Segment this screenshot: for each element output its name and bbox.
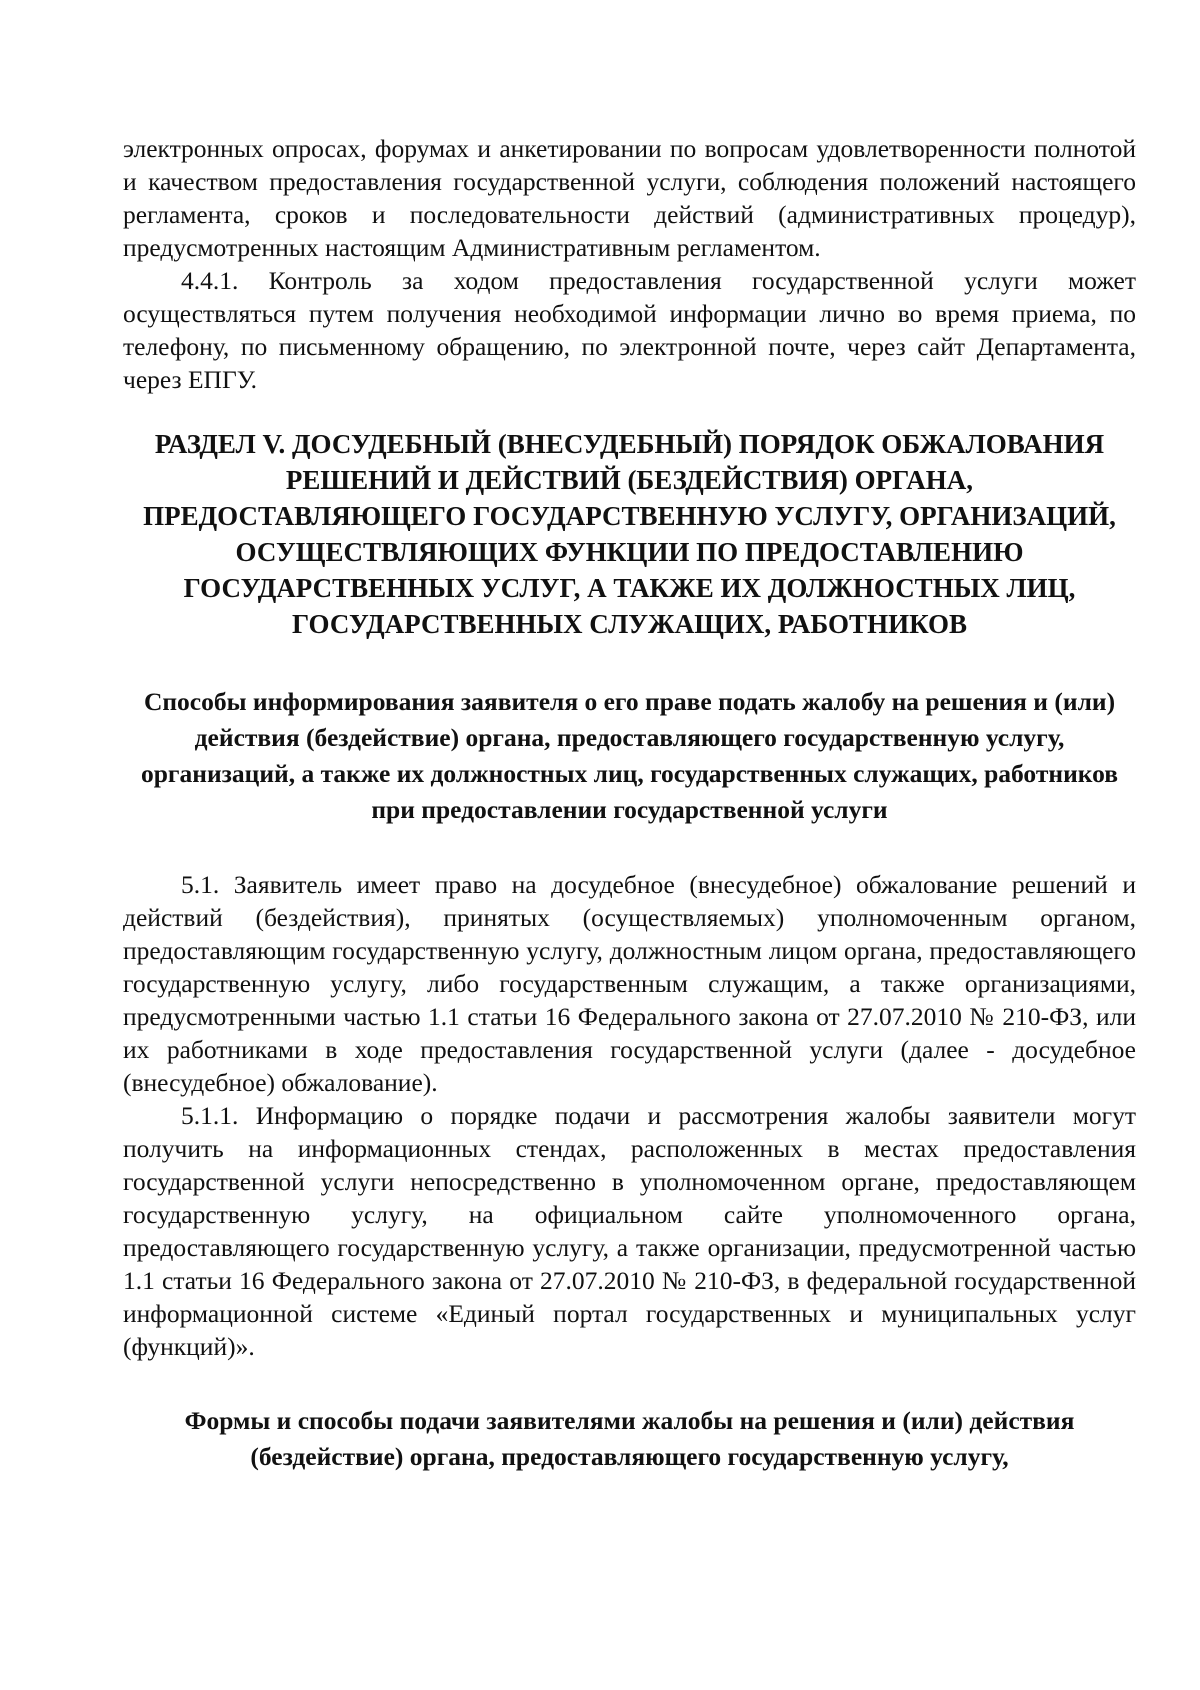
document-page (123, 132, 1136, 1475)
section-title: РАЗДЕЛ V. ДОСУДЕБНЫЙ (ВНЕСУДЕБНЫЙ) ПОРЯДОК ОБЖАЛОВАНИЯ РЕШЕНИЙ И ДЕЙСТВИЙ (БЕЗДЕЙСТВИЯ) ОРГАНА, ПРЕДОСТАВЛЯЮЩЕГО ГОСУДАРСТВЕННУЮ УСЛУГУ, ОРГАНИЗАЦИЙ, ОСУЩЕСТВЛЯЮЩИХ ФУНКЦИИ ПО ПРЕДОСТАВЛЕНИЮ ГОСУДАРСТВЕННЫХ УСЛУГ, А ТАКЖЕ ИХ ДОЛЖНОСТНЫХ ЛИЦ, ГОСУДАРСТВЕННЫХ СЛУЖАЩИХ, РАБОТНИКОВ (143, 429, 1116, 639)
paragraph-4-4-1: 4.4.1. Контроль за ходом предоставления государственной услуги может осуществляться путем получения необходимой информации лично во время приема, по телефону, по письменному обращению, по электронной почте, через сайт Департамента, через ЕПГУ. (123, 266, 1136, 394)
subsection-title-informing: Способы информирования заявителя о его праве подать жалобу на решения и (или) действия (бездействие) органа, предоставляющего государственную услугу, организаций, а также их должностных лиц, государственных служащих, работников при предоставлении государственной услуги (140, 687, 1119, 824)
subsection-title-forms: Формы и способы подачи заявителями жалобы на решения и (или) действия (бездействие) органа, предоставляющего государственную услугу, (184, 1406, 1075, 1471)
paragraph-5-1-1: 5.1.1. Информацию о порядке подачи и рассмотрения жалобы заявители могут получить на информационных стендах, расположенных в местах предоставления государственной услуги непосредственно в уполномоченном органе, предоставляющем государственную услугу, на официальном сайте уполномоченного органа, предоставляющего государственную услугу, а также организации, предусмотренной частью 1.1 статьи 16 Федерального закона от 27.07.2010 № 210-ФЗ, в федеральной государственной информационной системе «Единый портал государственных и муниципальных услуг (функций)». (123, 1101, 1136, 1361)
paragraph-continuation: электронных опросах, форумах и анкетировании по вопросам удовлетворенности полнотой и качеством предоставления государственной услуги, соблюдения положений настоящего регламента, сроков и последовательности действий (административных процедур), предусмотренных настоящим Административным регламентом. (123, 134, 1136, 262)
paragraph-5-1: 5.1. Заявитель имеет право на досудебное (внесудебное) обжалование решений и действий (бездействия), принятых (осуществляемых) уполномоченным органом, предоставляющим государственную услугу, должностным лицом органа, предоставляющего государственную услугу, либо государственным служащим, а также организациями, предусмотренными частью 1.1 статьи 16 Федерального закона от 27.07.2010 № 210-ФЗ, или их работниками в ходе предоставления государственной услуги (далее - досудебное (внесудебное) обжалование). (123, 870, 1136, 1097)
